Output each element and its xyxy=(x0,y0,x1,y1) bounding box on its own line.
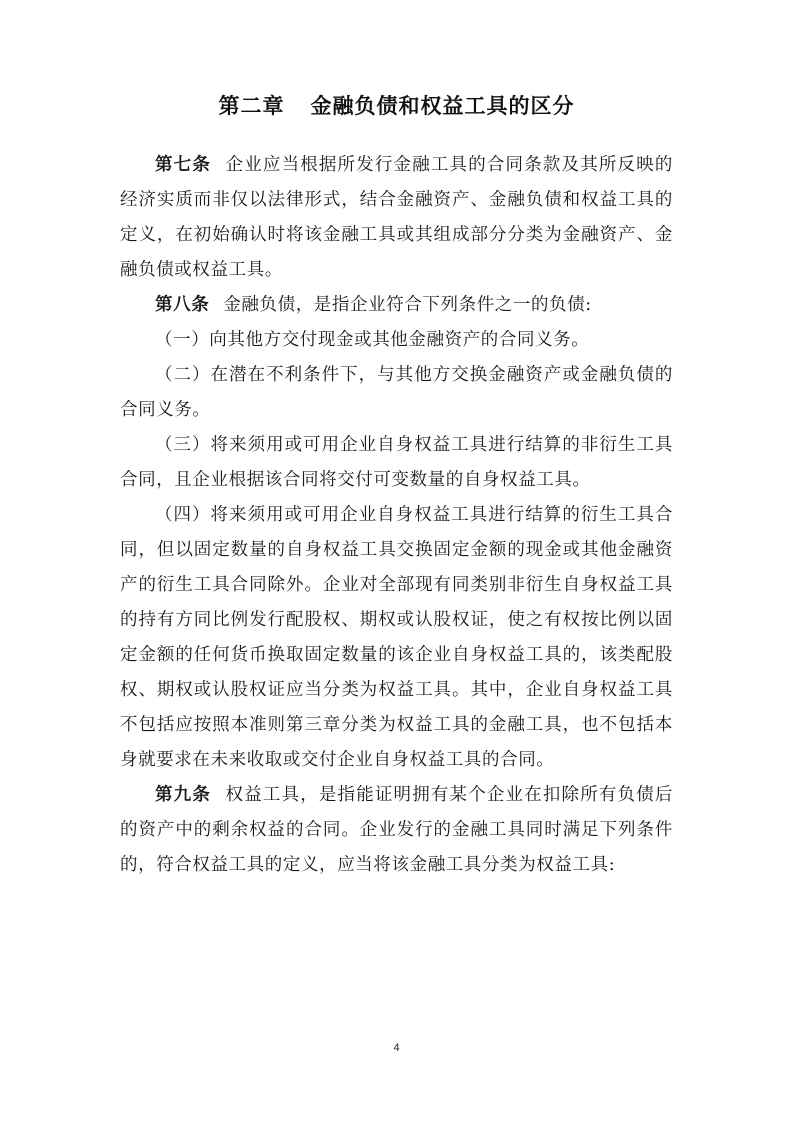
chapter-title: 金融负债和权益工具的区分 xyxy=(310,94,575,118)
paragraph-article-7 xyxy=(120,148,673,288)
paragraph-item-1 xyxy=(120,323,673,358)
paragraph-text: （四）将来须用或可用企业自身权益工具进行结算的衍生工具合同，但以固定数量的自身权益工具交换固定金额的现金或其他金融资产的衍生工具合同除外。企业对全部现有同类别非衍生自身权益工具的持有方同比例发行配股权、期权或认股权证，使之有权按比例以固定金额的任何货币换取固定数量的该企业自身权益工具的，该类配股权、期权或认股权证应当分类为权益工具。其中，企业自身权益工具不包括应按照本准则第三章分类为权益工具的金融工具，也不包括本身就要求在未来收取或交付企业自身权益工具的合同。 xyxy=(120,505,673,770)
paragraph-text: （三）将来须用或可用企业自身权益工具进行结算的非衍生工具合同，且企业根据该合同将交付可变数量的自身权益工具。 xyxy=(120,435,673,490)
paragraph-article-8 xyxy=(120,288,673,323)
paragraph-text: （一）向其他方交付现金或其他金融资产的合同义务。 xyxy=(155,330,590,350)
article-label: 第九条 xyxy=(155,785,211,805)
paragraph-text: 企业应当根据所发行金融工具的合同条款及其所反映的经济实质而非仅以法律形式，结合金融资产、金融负债和权益工具的定义，在初始确认时将该金融工具或其组成部分分类为金融资产、金融负债或权益工具。 xyxy=(120,155,673,280)
article-label: 第七条 xyxy=(155,155,211,175)
document-body xyxy=(120,148,673,883)
page-number: 4 xyxy=(393,1042,400,1054)
paragraph-text: 权益工具，是指能证明拥有某个企业在扣除所有负债后的资产中的剩余权益的合同。企业发行的金融工具同时满足下列条件的，符合权益工具的定义，应当将该金融工具分类为权益工具: xyxy=(120,785,673,875)
chapter-heading xyxy=(0,90,793,120)
paragraph-item-2 xyxy=(120,358,673,428)
paragraph-text: 金融负债，是指企业符合下列条件之一的负债: xyxy=(223,295,592,315)
paragraph-item-4 xyxy=(120,498,673,778)
article-label: 第八条 xyxy=(155,295,210,315)
paragraph-article-9 xyxy=(120,778,673,883)
paragraph-item-3 xyxy=(120,428,673,498)
paragraph-text: （二）在潜在不利条件下，与其他方交换金融资产或金融负债的合同义务。 xyxy=(120,365,673,420)
chapter-number: 第二章 xyxy=(218,94,285,118)
